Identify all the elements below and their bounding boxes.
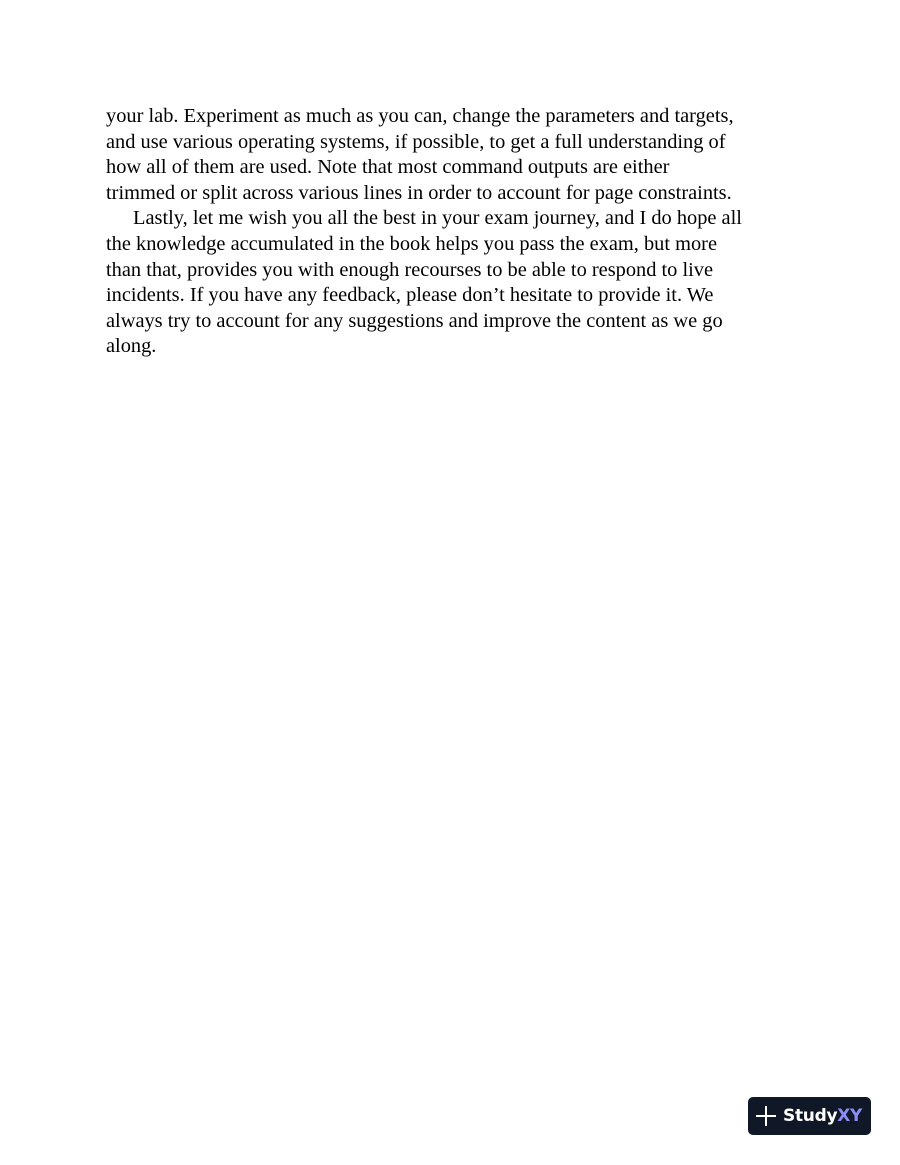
paragraph-1 (106, 104, 806, 206)
text-line: trimmed or split across various lines in order to account for page constraints. (106, 181, 732, 204)
document-body (106, 104, 806, 360)
logo-text (783, 1106, 862, 1126)
studyxy-watermark-logo[interactable] (748, 1097, 871, 1135)
text-line: how all of them are used. Note that most command outputs are either (106, 156, 670, 179)
text-line: and use various operating systems, if possible, to get a full understanding of (106, 130, 726, 153)
text-line: your lab. Experiment as much as you can, change the parameters and targets, (106, 105, 734, 127)
paragraph-2 (106, 206, 806, 360)
text-line: Lastly, let me wish you all the best in your exam journey, and I do hope all (133, 207, 742, 230)
text-line: incidents. If you have any feedback, please don’t hesitate to provide it. We (106, 284, 714, 307)
logo-brand-xy: XY (837, 1106, 863, 1126)
text-line: always try to account for any suggestions and improve the content as we go (106, 309, 723, 332)
text-line: than that, provides you with enough recourses to be able to respond to live (106, 258, 714, 281)
logo-brand-study: Study (783, 1106, 838, 1126)
text-line: along. (106, 335, 157, 358)
text-line: the knowledge accumulated in the book helps you pass the exam, but more (106, 232, 717, 255)
plus-icon (756, 1106, 776, 1126)
